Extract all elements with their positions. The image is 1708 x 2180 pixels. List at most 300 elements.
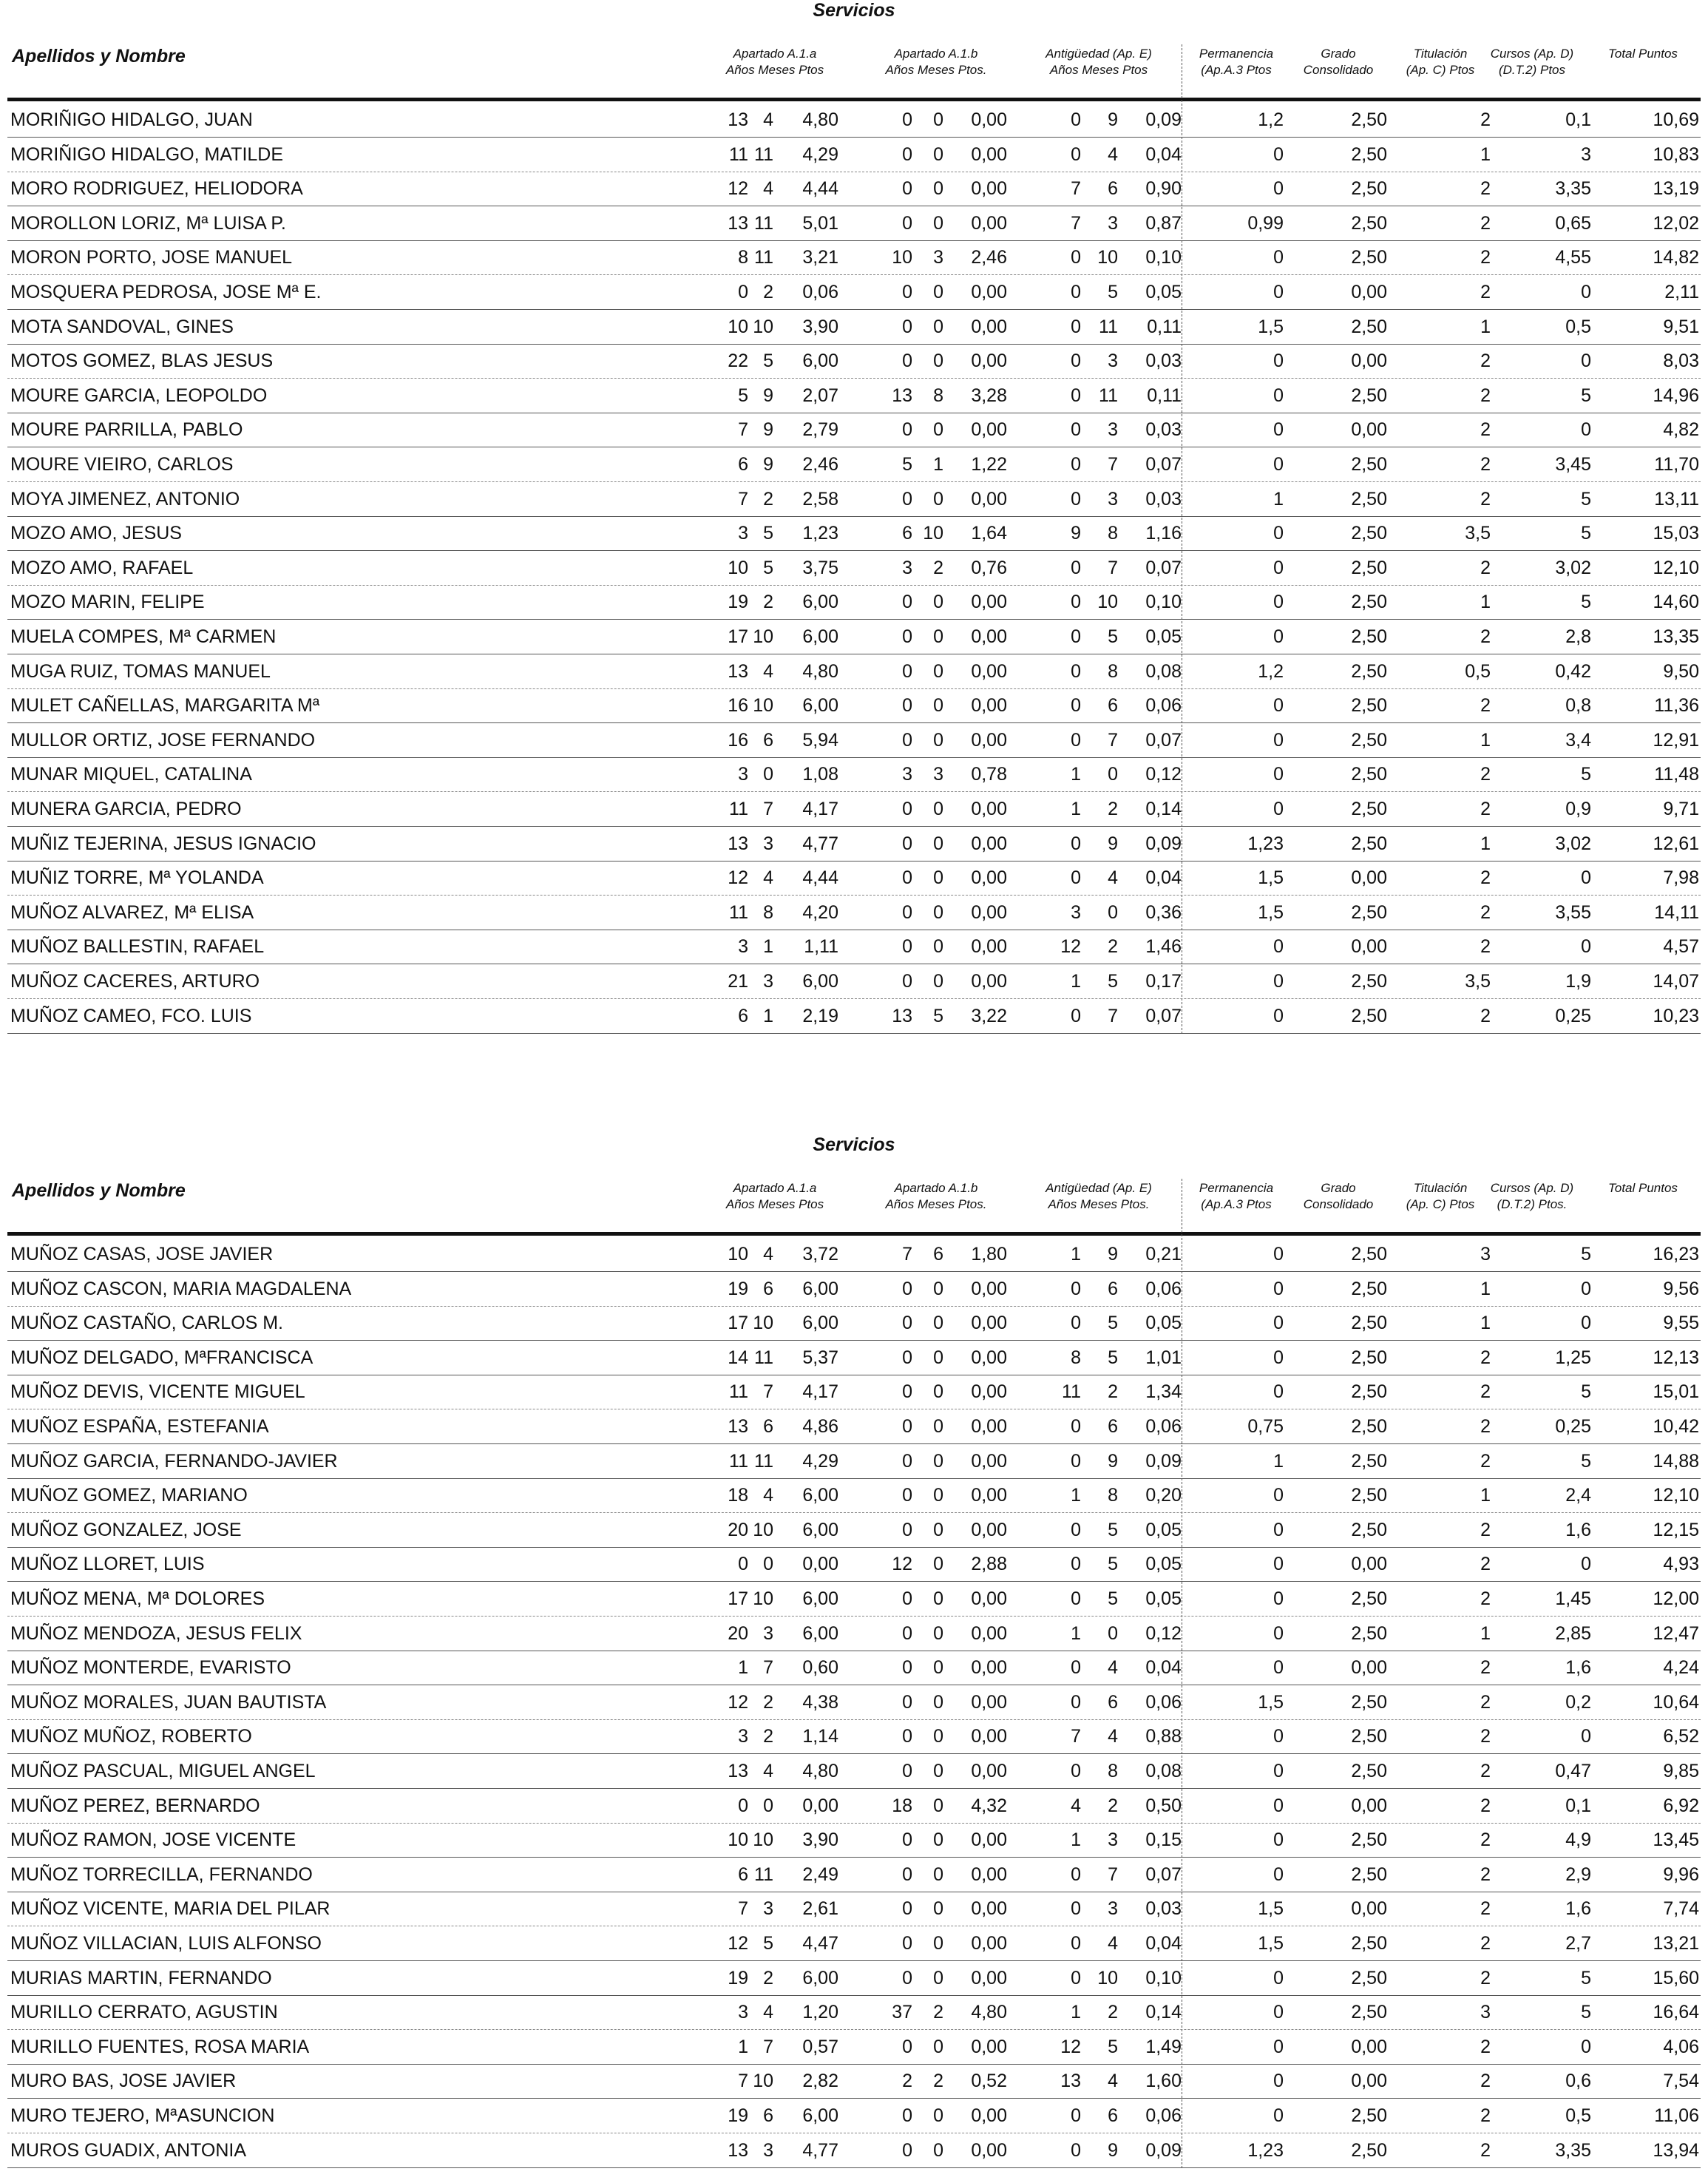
cell-titulacion: 3,5 <box>1465 523 1491 544</box>
cell-grado: 2,50 <box>1351 1347 1387 1368</box>
cell-ant-meses: 5 <box>1108 1588 1118 1609</box>
cell-a1b-meses: 0 <box>933 178 943 200</box>
cell-a1a-ptos: 6,00 <box>802 971 838 992</box>
cell-a1a-meses: 7 <box>763 1657 773 1679</box>
cell-a1b-anos: 0 <box>902 1864 912 1885</box>
table-row <box>0 448 1708 482</box>
cell-permanencia: 0 <box>1273 1381 1284 1403</box>
cell-permanencia: 1 <box>1273 488 1284 510</box>
cell-a1b-meses: 0 <box>933 316 943 337</box>
cell-grado: 0,00 <box>1351 1554 1387 1575</box>
cell-a1a-meses: 6 <box>763 2105 773 2126</box>
cell-a1b-ptos: 0,00 <box>971 1761 1007 1781</box>
cell-total: 9,51 <box>1663 316 1699 337</box>
cell-ant-meses: 10 <box>1097 592 1118 613</box>
cell-a1a-anos: 12 <box>728 1933 748 1954</box>
cell-a1b-ptos: 0,00 <box>971 695 1007 717</box>
cell-ant-anos: 1 <box>1071 799 1081 819</box>
cell-a1a-ptos: 6,00 <box>802 1588 838 1609</box>
cell-a1a-anos: 13 <box>728 2139 748 2161</box>
cell-cursos: 0,5 <box>1565 316 1591 337</box>
cell-total: 8,03 <box>1663 351 1699 372</box>
employee-name: MUÑOZ LLORET, LUIS <box>10 1554 205 1575</box>
employee-name: MUNERA GARCIA, PEDRO <box>10 799 242 819</box>
cell-ant-ptos: 0,05 <box>1145 1554 1182 1575</box>
cell-a1a-ptos: 6,00 <box>802 1278 838 1299</box>
employee-name: MUÑOZ PEREZ, BERNARDO <box>10 1795 260 1816</box>
cell-a1a-ptos: 5,01 <box>802 212 838 234</box>
cell-a1a-ptos: 3,90 <box>802 316 838 337</box>
cell-a1b-ptos: 0,52 <box>971 2071 1007 2092</box>
cell-cursos: 5 <box>1581 385 1591 406</box>
cell-ant-meses: 5 <box>1108 1519 1118 1540</box>
cell-a1b-meses: 0 <box>933 282 943 302</box>
cell-grado: 2,50 <box>1351 1519 1387 1540</box>
table-row <box>0 552 1708 586</box>
cell-a1a-ptos: 4,86 <box>802 1416 838 1437</box>
cell-a1a-anos: 3 <box>738 523 748 544</box>
cell-permanencia: 1,2 <box>1258 660 1284 682</box>
cell-ant-anos: 0 <box>1071 1554 1081 1575</box>
cell-ant-meses: 9 <box>1108 1450 1118 1472</box>
cell-a1a-meses: 11 <box>754 1450 773 1472</box>
employee-name: MOTA SANDOVAL, GINES <box>10 316 234 337</box>
cell-cursos: 0 <box>1581 351 1591 372</box>
cell-a1b-meses: 8 <box>933 385 943 406</box>
table-row <box>0 379 1708 413</box>
cell-ant-meses: 5 <box>1108 1554 1118 1575</box>
cell-total: 12,02 <box>1653 212 1699 234</box>
employee-name: MURO TEJERO, MªASUNCION <box>10 2105 275 2126</box>
cell-titulacion: 2 <box>1480 1898 1491 1920</box>
cell-a1b-meses: 0 <box>933 1313 943 1334</box>
cell-a1b-anos: 0 <box>902 282 912 302</box>
cell-a1a-anos: 6 <box>738 454 748 475</box>
cell-titulacion: 2 <box>1480 1829 1491 1851</box>
cell-a1a-ptos: 2,79 <box>802 419 838 441</box>
cell-grado: 2,50 <box>1351 626 1387 647</box>
cell-permanencia: 0 <box>1273 1278 1284 1299</box>
cell-a1a-anos: 1 <box>738 2036 748 2057</box>
cell-cursos: 0 <box>1581 1313 1591 1334</box>
cell-total: 16,64 <box>1653 2002 1699 2023</box>
cell-ant-anos: 0 <box>1071 419 1081 441</box>
cell-a1a-ptos: 6,00 <box>802 1967 838 1988</box>
cell-a1b-meses: 10 <box>923 523 943 544</box>
cell-a1b-ptos: 0,00 <box>971 2105 1007 2126</box>
cell-cursos: 2,9 <box>1565 1864 1591 1885</box>
cell-ant-anos: 0 <box>1071 351 1081 372</box>
cell-a1a-meses: 10 <box>753 1519 773 1540</box>
cell-ant-anos: 0 <box>1071 109 1081 130</box>
cell-permanencia: 0 <box>1273 592 1284 613</box>
cell-permanencia: 1,5 <box>1258 867 1284 889</box>
cell-a1b-anos: 0 <box>902 1933 912 1954</box>
cell-a1a-anos: 6 <box>738 1864 748 1885</box>
cell-a1b-anos: 0 <box>902 143 912 165</box>
cell-ant-ptos: 0,05 <box>1145 626 1182 647</box>
cell-ant-meses: 9 <box>1108 1244 1118 1265</box>
cell-ant-anos: 7 <box>1071 178 1081 200</box>
cell-a1b-meses: 0 <box>933 1933 943 1954</box>
employee-name: MULET CAÑELLAS, MARGARITA Mª <box>10 695 320 717</box>
cell-a1a-meses: 3 <box>763 833 773 854</box>
cell-a1b-meses: 0 <box>933 833 943 854</box>
cell-a1a-anos: 7 <box>738 419 748 441</box>
cell-ant-ptos: 0,06 <box>1145 2105 1182 2126</box>
cell-a1b-anos: 0 <box>902 212 912 234</box>
employee-name: MUÑOZ ESPAÑA, ESTEFANIA <box>10 1416 269 1437</box>
cell-ant-anos: 8 <box>1071 1347 1081 1368</box>
cell-ant-anos: 0 <box>1071 729 1081 751</box>
cell-total: 14,11 <box>1654 901 1699 923</box>
cell-cursos: 1,6 <box>1565 1519 1591 1540</box>
cell-permanencia: 1,23 <box>1247 833 1284 854</box>
cell-a1a-ptos: 2,19 <box>802 1005 838 1026</box>
cell-permanencia: 0 <box>1273 178 1284 200</box>
cell-a1a-ptos: 6,00 <box>802 1519 838 1540</box>
cell-ant-ptos: 0,36 <box>1145 901 1182 923</box>
cell-ant-meses: 11 <box>1099 316 1118 337</box>
cell-ant-anos: 0 <box>1071 282 1081 302</box>
header-rule <box>7 1232 1701 1236</box>
cell-a1b-ptos: 0,00 <box>971 1381 1007 1403</box>
table-row <box>0 1996 1708 2030</box>
cell-a1b-ptos: 0,00 <box>971 901 1007 923</box>
cell-total: 14,07 <box>1653 971 1699 992</box>
cell-a1b-anos: 0 <box>902 971 912 992</box>
cell-a1b-meses: 0 <box>933 143 943 165</box>
cell-titulacion: 2 <box>1480 901 1491 923</box>
cell-a1a-anos: 10 <box>728 316 748 337</box>
cell-ant-anos: 0 <box>1071 695 1081 717</box>
cell-ant-meses: 7 <box>1108 729 1118 751</box>
cell-a1b-anos: 0 <box>902 2139 912 2161</box>
cell-permanencia: 0 <box>1273 1864 1284 1885</box>
cell-a1a-meses: 6 <box>763 729 773 751</box>
employee-name: MUÑOZ CASCON, MARIA MAGDALENA <box>10 1278 352 1299</box>
cell-a1a-anos: 5 <box>738 385 748 406</box>
cell-ant-ptos: 0,10 <box>1145 592 1182 613</box>
cell-a1b-anos: 0 <box>902 316 912 337</box>
cell-a1a-anos: 20 <box>728 1622 748 1644</box>
cell-permanencia: 0 <box>1273 695 1284 717</box>
cell-a1a-ptos: 6,00 <box>802 351 838 372</box>
cell-grado: 2,50 <box>1351 660 1387 682</box>
cell-titulacion: 3,5 <box>1465 971 1491 992</box>
cell-total: 4,82 <box>1663 419 1699 441</box>
cell-a1b-anos: 6 <box>902 523 912 544</box>
cell-titulacion: 2 <box>1480 2105 1491 2126</box>
cell-ant-anos: 1 <box>1071 971 1081 992</box>
cell-a1a-anos: 7 <box>738 488 748 510</box>
cell-a1a-anos: 13 <box>728 1416 748 1437</box>
cell-ant-ptos: 0,07 <box>1145 454 1182 475</box>
cell-a1a-meses: 11 <box>754 1347 773 1368</box>
employee-name: MOZO AMO, JESUS <box>10 523 182 544</box>
employee-name: MUÑIZ TEJERINA, JESUS IGNACIO <box>10 833 316 854</box>
cell-grado: 2,50 <box>1351 1761 1387 1781</box>
cell-titulacion: 2 <box>1480 695 1491 717</box>
cell-a1a-meses: 4 <box>763 109 773 130</box>
cell-ant-anos: 0 <box>1071 1278 1081 1299</box>
cell-titulacion: 2 <box>1480 626 1491 647</box>
cell-a1a-ptos: 6,00 <box>802 592 838 613</box>
cell-total: 9,85 <box>1663 1761 1699 1781</box>
cell-ant-meses: 8 <box>1108 523 1118 544</box>
cell-ant-anos: 0 <box>1071 454 1081 475</box>
employee-name: MUÑIZ TORRE, Mª YOLANDA <box>10 867 264 889</box>
cell-a1b-anos: 0 <box>902 901 912 923</box>
cell-total: 14,96 <box>1653 385 1699 406</box>
cell-titulacion: 2 <box>1480 109 1491 130</box>
cell-a1b-meses: 0 <box>933 1554 943 1575</box>
cell-ant-ptos: 1,16 <box>1145 523 1182 544</box>
cell-ant-meses: 5 <box>1108 282 1118 302</box>
cell-a1b-ptos: 0,00 <box>971 1657 1007 1679</box>
cell-grado: 2,50 <box>1351 2002 1387 2023</box>
cell-a1b-meses: 0 <box>933 1381 943 1403</box>
cell-a1b-anos: 0 <box>902 1657 912 1679</box>
cell-a1a-meses: 3 <box>763 1622 773 1644</box>
cell-a1b-meses: 0 <box>933 971 943 992</box>
table-row <box>0 827 1708 861</box>
cell-a1b-ptos: 1,64 <box>971 523 1007 544</box>
cell-a1b-ptos: 0,00 <box>971 109 1007 130</box>
employee-name: MOZO AMO, RAFAEL <box>10 557 194 578</box>
cell-ant-anos: 0 <box>1071 385 1081 406</box>
cell-ant-meses: 8 <box>1108 1761 1118 1781</box>
cell-a1b-anos: 0 <box>902 660 912 682</box>
cell-permanencia: 0 <box>1273 1795 1284 1816</box>
cell-permanencia: 0 <box>1273 2002 1284 2023</box>
cell-grado: 2,50 <box>1351 143 1387 165</box>
table-row <box>0 172 1708 206</box>
cell-a1a-meses: 10 <box>753 1829 773 1851</box>
table-row <box>0 1790 1708 1824</box>
table-row <box>0 1410 1708 1444</box>
cell-grado: 2,50 <box>1351 1829 1387 1851</box>
cell-a1a-anos: 11 <box>729 799 748 819</box>
cell-a1a-ptos: 4,47 <box>802 1933 838 1954</box>
cell-a1a-ptos: 1,20 <box>802 2002 838 2023</box>
cell-total: 9,50 <box>1663 660 1699 682</box>
cell-a1b-anos: 13 <box>892 385 912 406</box>
table-row <box>0 586 1708 620</box>
table-row <box>0 1927 1708 1961</box>
cell-grado: 0,00 <box>1351 2071 1387 2092</box>
cell-a1b-anos: 3 <box>902 557 912 578</box>
table-row <box>0 1720 1708 1754</box>
cell-ant-ptos: 0,03 <box>1145 488 1182 510</box>
cell-grado: 2,50 <box>1351 901 1387 923</box>
cell-a1a-anos: 13 <box>728 833 748 854</box>
cell-ant-ptos: 0,09 <box>1145 2139 1182 2161</box>
header-perm: Permanencia (Ap.A.3 Ptos <box>1199 47 1274 77</box>
cell-a1a-meses: 11 <box>754 247 773 268</box>
cell-a1a-anos: 10 <box>728 1244 748 1265</box>
cell-total: 9,56 <box>1663 1278 1699 1299</box>
cell-a1a-meses: 3 <box>763 1898 773 1920</box>
employee-name: MUELA COMPES, Mª CARMEN <box>10 626 277 647</box>
table-row <box>0 1858 1708 1892</box>
cell-a1b-anos: 0 <box>902 1726 912 1747</box>
cell-a1b-meses: 5 <box>933 1005 943 1026</box>
cell-titulacion: 2 <box>1480 1554 1491 1575</box>
cell-a1b-meses: 0 <box>933 867 943 889</box>
cell-ant-meses: 6 <box>1108 1278 1118 1299</box>
cell-a1b-meses: 0 <box>933 729 943 751</box>
cell-a1a-meses: 2 <box>763 592 773 613</box>
cell-ant-meses: 4 <box>1108 867 1118 889</box>
cell-titulacion: 2 <box>1480 764 1491 785</box>
table-row <box>0 1686 1708 1720</box>
cell-a1a-meses: 4 <box>763 867 773 889</box>
cell-a1b-anos: 0 <box>902 1519 912 1540</box>
cell-ant-anos: 13 <box>1060 2071 1081 2092</box>
cell-ant-meses: 6 <box>1108 2105 1118 2126</box>
cell-permanencia: 0 <box>1273 971 1284 992</box>
cell-a1a-anos: 12 <box>728 1691 748 1713</box>
cell-ant-anos: 9 <box>1071 523 1081 544</box>
cell-grado: 2,50 <box>1351 764 1387 785</box>
cell-ant-ptos: 0,04 <box>1145 867 1182 889</box>
cell-cursos: 3 <box>1581 143 1591 165</box>
cell-a1a-meses: 10 <box>753 626 773 647</box>
employee-name: MUÑOZ ALVAREZ, Mª ELISA <box>10 901 254 923</box>
cell-cursos: 3,35 <box>1555 2139 1591 2161</box>
cell-a1b-meses: 0 <box>933 936 943 958</box>
cell-cursos: 1,25 <box>1555 1347 1591 1368</box>
cell-total: 4,93 <box>1663 1554 1699 1575</box>
cell-a1b-anos: 0 <box>902 936 912 958</box>
cell-a1b-ptos: 0,00 <box>971 1450 1007 1472</box>
cell-total: 11,06 <box>1654 2105 1699 2126</box>
cell-ant-anos: 1 <box>1071 1485 1081 1506</box>
cell-a1a-anos: 19 <box>728 592 748 613</box>
header-tit: Titulación (Ap. C) Ptos <box>1406 1181 1475 1211</box>
cell-total: 12,47 <box>1653 1622 1699 1644</box>
cell-ant-ptos: 0,90 <box>1145 178 1182 200</box>
cell-total: 14,82 <box>1653 247 1699 268</box>
cell-titulacion: 2 <box>1480 1795 1491 1816</box>
cell-total: 12,10 <box>1653 1485 1699 1506</box>
cell-ant-meses: 3 <box>1108 419 1118 441</box>
cell-cursos: 1,6 <box>1565 1657 1591 1679</box>
cell-a1b-anos: 37 <box>892 2002 912 2023</box>
cell-a1b-anos: 0 <box>902 626 912 647</box>
cell-a1b-ptos: 0,00 <box>971 143 1007 165</box>
cell-cursos: 0,8 <box>1565 695 1591 717</box>
cell-ant-meses: 5 <box>1108 2036 1118 2057</box>
table-row <box>0 1479 1708 1513</box>
cell-a1b-meses: 0 <box>933 212 943 234</box>
cell-ant-meses: 9 <box>1108 833 1118 854</box>
cell-a1a-anos: 11 <box>729 143 748 165</box>
cell-ant-anos: 0 <box>1071 1761 1081 1781</box>
cell-ant-ptos: 0,15 <box>1145 1829 1182 1851</box>
cell-ant-anos: 0 <box>1071 1933 1081 1954</box>
cell-total: 6,92 <box>1663 1795 1699 1816</box>
cell-a1b-anos: 0 <box>902 1622 912 1644</box>
cell-ant-ptos: 0,12 <box>1145 764 1182 785</box>
cell-a1b-meses: 0 <box>933 1967 943 1988</box>
cell-a1b-ptos: 0,00 <box>971 1278 1007 1299</box>
table-row <box>0 276 1708 310</box>
employee-name: MUÑOZ VILLACIAN, LUIS ALFONSO <box>10 1933 322 1954</box>
cell-ant-anos: 0 <box>1071 1313 1081 1334</box>
cell-titulacion: 2 <box>1480 1381 1491 1403</box>
cell-permanencia: 0 <box>1273 557 1284 578</box>
table-row <box>0 517 1708 551</box>
cell-ant-meses: 4 <box>1108 143 1118 165</box>
cell-cursos: 5 <box>1581 1967 1591 1988</box>
cell-permanencia: 0 <box>1273 282 1284 302</box>
employee-name: MUÑOZ CASAS, JOSE JAVIER <box>10 1244 274 1265</box>
employee-name: MULLOR ORTIZ, JOSE FERNANDO <box>10 729 316 751</box>
cell-ant-anos: 0 <box>1071 867 1081 889</box>
cell-ant-anos: 0 <box>1071 626 1081 647</box>
cell-total: 11,48 <box>1654 764 1699 785</box>
cell-cursos: 5 <box>1581 592 1591 613</box>
cell-a1b-anos: 3 <box>902 764 912 785</box>
cell-permanencia: 0 <box>1273 385 1284 406</box>
table-row <box>0 138 1708 172</box>
cell-ant-ptos: 0,14 <box>1145 799 1182 819</box>
cell-total: 12,10 <box>1653 557 1699 578</box>
cell-a1b-meses: 0 <box>933 351 943 372</box>
cell-a1b-anos: 0 <box>902 1898 912 1920</box>
cell-ant-ptos: 0,88 <box>1145 1726 1182 1747</box>
cell-a1a-ptos: 6,00 <box>802 2105 838 2126</box>
cell-ant-anos: 0 <box>1071 592 1081 613</box>
cell-ant-ptos: 0,04 <box>1145 143 1182 165</box>
cell-ant-anos: 0 <box>1071 247 1081 268</box>
cell-titulacion: 2 <box>1480 2139 1491 2161</box>
name-column-header: Apellidos y Nombre <box>12 1180 186 1201</box>
cell-ant-ptos: 0,12 <box>1145 1622 1182 1644</box>
cell-a1b-meses: 0 <box>933 1761 943 1781</box>
cell-grado: 0,00 <box>1351 1657 1387 1679</box>
cell-a1b-anos: 0 <box>902 178 912 200</box>
cell-a1a-ptos: 4,80 <box>802 109 838 130</box>
cell-a1b-ptos: 0,00 <box>971 729 1007 751</box>
cell-ant-meses: 3 <box>1108 351 1118 372</box>
cell-a1b-anos: 0 <box>902 2036 912 2057</box>
cell-permanencia: 0 <box>1273 454 1284 475</box>
cell-ant-anos: 0 <box>1071 1588 1081 1609</box>
cell-titulacion: 2 <box>1480 1933 1491 1954</box>
cell-ant-meses: 3 <box>1108 488 1118 510</box>
cell-permanencia: 0 <box>1273 936 1284 958</box>
cell-ant-meses: 3 <box>1108 1829 1118 1851</box>
cell-ant-meses: 7 <box>1108 557 1118 578</box>
cell-permanencia: 0 <box>1273 729 1284 751</box>
cell-a1b-ptos: 0,00 <box>971 1519 1007 1540</box>
cell-ant-anos: 0 <box>1071 1416 1081 1437</box>
cell-cursos: 5 <box>1581 488 1591 510</box>
cell-permanencia: 0 <box>1273 2036 1284 2057</box>
cell-titulacion: 2 <box>1480 1005 1491 1026</box>
cell-permanencia: 1,23 <box>1247 2139 1284 2161</box>
cell-a1a-meses: 0 <box>763 1795 773 1816</box>
cell-cursos: 2,85 <box>1555 1622 1591 1644</box>
header-total: Total Puntos <box>1608 47 1678 61</box>
cell-titulacion: 2 <box>1480 1416 1491 1437</box>
cell-titulacion: 1 <box>1480 316 1491 337</box>
cell-a1a-anos: 17 <box>728 626 748 647</box>
cell-total: 12,61 <box>1653 833 1699 854</box>
